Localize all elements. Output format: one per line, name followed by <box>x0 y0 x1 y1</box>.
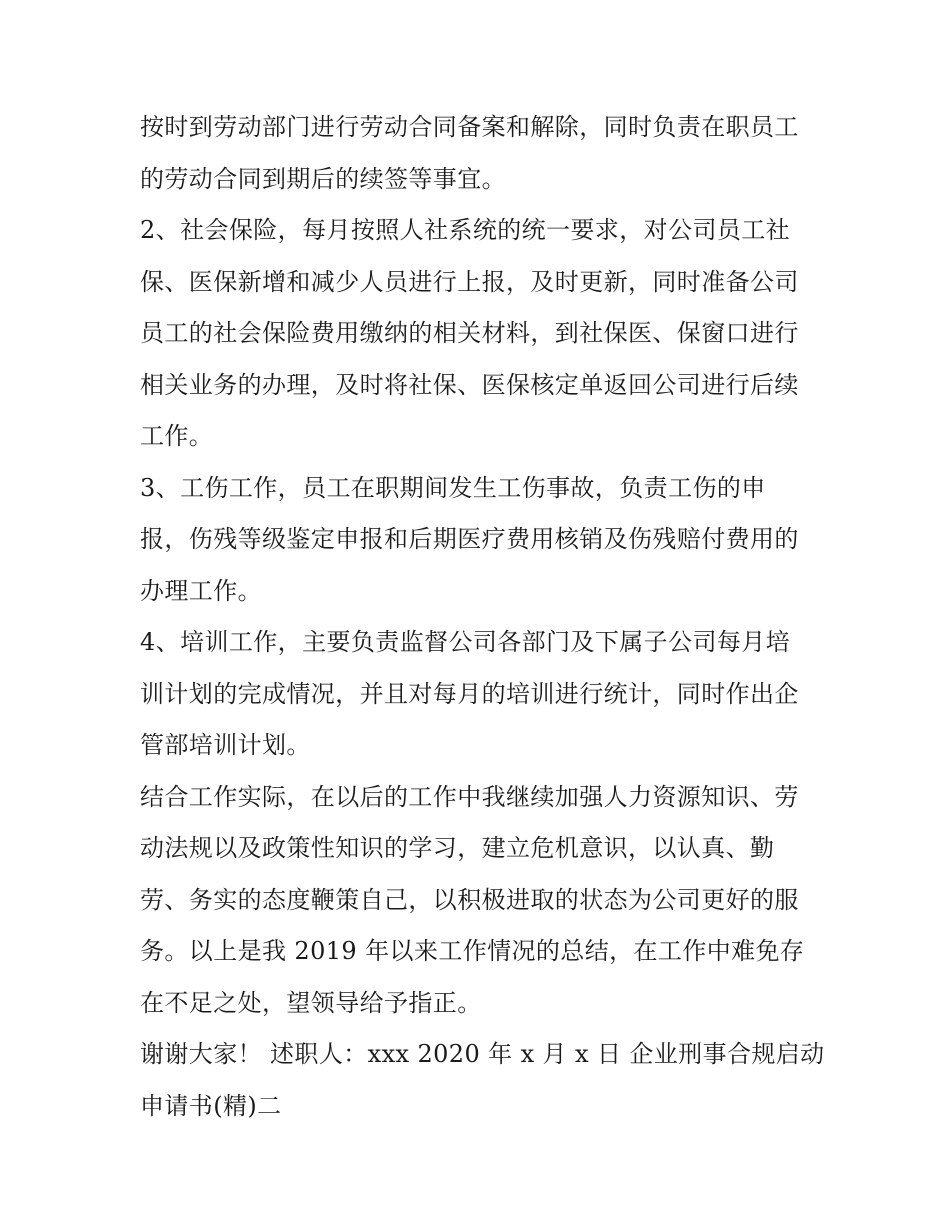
text-line-10: 办理工作。 <box>140 576 262 605</box>
text-line-9: 报，伤残等级鉴定申报和后期医疗费用核销及伤残赔付费用的 <box>140 525 799 553</box>
text-line-17: 务。以上是我 2019 年以来工作情况的总结，在工作中难免存 <box>140 937 805 965</box>
text-line-19: 谢谢大家！ 述职人：xxx 2020 年 x 月 x 日 企业刑事合规启动 <box>140 1040 825 1068</box>
text-line-6: 相关业务的办理，及时将社保、医保核定单返回公司进行后续 <box>140 370 799 399</box>
text-line-12: 训计划的完成情况，并且对每月的培训进行统计，同时作出企 <box>140 679 799 708</box>
text-line-11: 4、培训工作，主要负责监督公司各部门及下属子公司每月培 <box>140 628 791 656</box>
document-body <box>140 102 830 1132</box>
text-line-16: 劳、务实的态度鞭策自己，以积极进取的状态为公司更好的服 <box>140 885 799 914</box>
text-line-1: 按时到劳动部门进行劳动合同备案和解除，同时负责在职员工 <box>140 113 799 141</box>
text-line-13: 管部培训计划。 <box>140 731 311 759</box>
text-line-3: 2、社会保险，每月按照人社系统的统一要求，对公司员工社 <box>140 216 791 244</box>
text-line-4: 保、医保新增和减少人员进行上报，及时更新，同时准备公司 <box>140 267 799 296</box>
text-line-18: 在不足之处，望领导给予指正。 <box>140 988 482 1017</box>
text-line-5: 员工的社会保险费用缴纳的相关材料，到社保医、保窗口进行 <box>140 319 799 347</box>
text-line-15: 动法规以及政策性知识的学习，建立危机意识，以认真、勤 <box>140 834 775 862</box>
text-line-2: 的劳动合同到期后的续签等事宜。 <box>140 164 506 193</box>
text-line-8: 3、工伤工作，员工在职期间发生工伤事故，负责工伤的申 <box>140 473 766 502</box>
text-line-14: 结合工作实际，在以后的工作中我继续加强人力资源知识、劳 <box>140 782 799 811</box>
text-line-20: 申请书(精)二 <box>140 1091 282 1120</box>
text-line-7: 工作。 <box>140 422 214 450</box>
